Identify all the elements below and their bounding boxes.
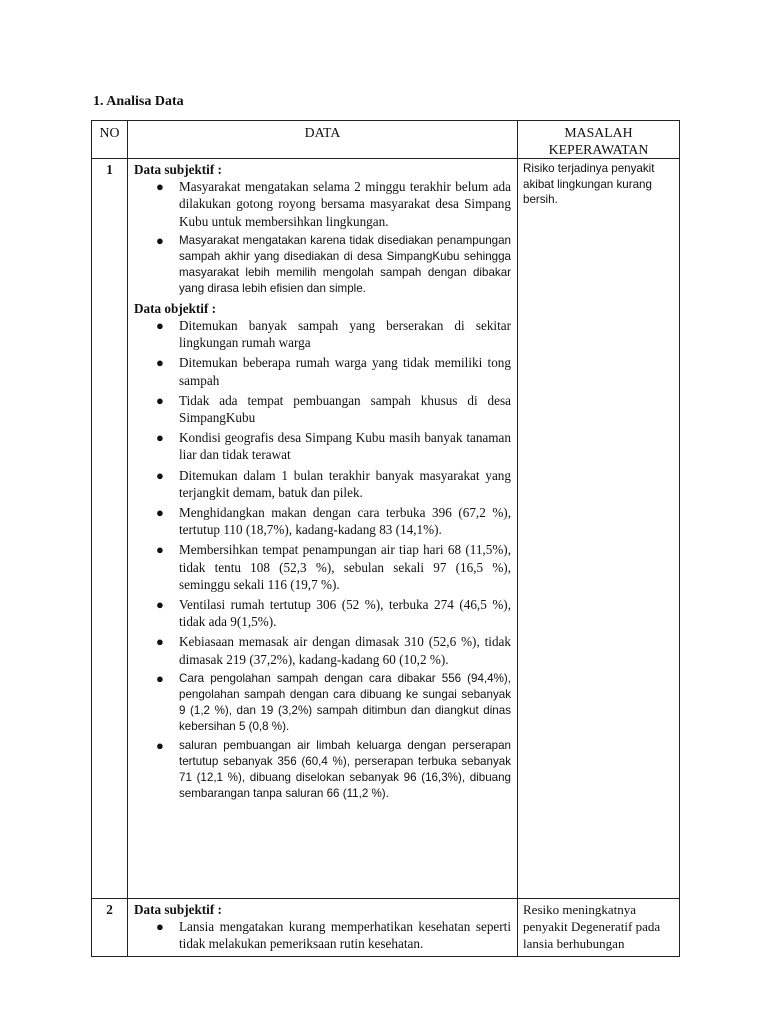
bullet-icon: ● <box>156 919 164 935</box>
list-item: ● Membersihkan tempat penampungan air tiap hari 68 (11,5%), tidak tentu 108 (52,3 %), sebulan sekali 97 (16,5 %), seminggu sekali 116 (19,7 %). <box>156 542 511 592</box>
subjektif-list <box>134 178 511 297</box>
bullet-icon: ● <box>156 542 164 558</box>
bullet-icon: ● <box>156 355 164 371</box>
header-data: DATA <box>128 121 518 159</box>
bullet-icon: ● <box>156 737 164 753</box>
list-item: ● Menghidangkan makan dengan cara terbuka 396 (67,2 %), tertutup 110 (18,7%), kadang-kadang 83 (14,1%). <box>156 505 511 538</box>
header-no: NO <box>92 121 128 159</box>
analisa-data-table <box>91 120 680 957</box>
objektif-list <box>134 317 511 802</box>
list-item: ● Ditemukan beberapa rumah warga yang tidak memiliki tong sampah <box>156 355 511 388</box>
bullet-icon: ● <box>156 670 164 686</box>
list-item: ● saluran pembuangan air limbah keluarga dengan perserapan tertutup sebanyak 356 (60,4 %), perserapan terbuka sebanyak 71 (12,1 %), dibuang diselokan sebanyak 96 (16,3%), dibuang sembarangan tanpa saluran 66 (11,2 %). <box>156 737 511 800</box>
list-item: ● Lansia mengatakan kurang memperhatikan kesehatan seperti tidak melakukan pemeriksaan rutin kesehatan. <box>156 919 511 952</box>
bullet-icon: ● <box>156 318 164 334</box>
list-item: ● Cara pengolahan sampah dengan cara dibakar 556 (94,4%), pengolahan sampah dengan cara dibuang ke sungai sebanyak 9 (1,2 %), dan 19 (3,2%) sampah ditimbun dan diangkut dinas kebersihan 5 (0,8 %). <box>156 670 511 733</box>
list-item: ● Ventilasi rumah tertutup 306 (52 %), terbuka 274 (46,5 %), tidak ada 9(1,5%). <box>156 597 511 630</box>
table-row <box>92 159 680 899</box>
table-row <box>92 899 680 957</box>
masalah-cell: Risiko terjadinya penyakit akibat lingkungan kurang bersih. <box>518 159 680 899</box>
row-number: 2 <box>92 899 128 957</box>
list-item: ● Ditemukan dalam 1 bulan terakhir banyak masyarakat yang terjangkit demam, batuk dan pilek. <box>156 467 511 500</box>
section-heading: 1. Analisa Data <box>93 94 184 109</box>
header-masalah: MASALAH KEPERAWATAN <box>518 121 680 159</box>
bullet-icon: ● <box>156 505 164 521</box>
list-item: ● Masyarakat mengatakan karena tidak disediakan penampungan sampah akhir yang disediakan di desa SimpangKubu sehingga masyarakat lebih memilih mengolah sampah dengan dibakar yang dirasa lebih efisien dan simple. <box>156 232 511 295</box>
bullet-icon: ● <box>156 430 164 446</box>
table-header-row <box>92 121 680 159</box>
bullet-icon: ● <box>156 634 164 650</box>
list-item: ● Ditemukan banyak sampah yang berserakan di sekitar lingkungan rumah warga <box>156 318 511 351</box>
list-item: ● Tidak ada tempat pembuangan sampah khusus di desa SimpangKubu <box>156 392 511 426</box>
list-item: ● Masyarakat mengatakan selama 2 minggu terakhir belum ada dilakukan gotong royong bersama masyarakat desa Simpang Kubu untuk membersihkan lingkungan. <box>156 179 511 229</box>
masalah-cell: Resiko meningkatnya penyakit Degeneratif pada lansia berhubungan <box>518 899 680 957</box>
subjektif-label: Data subjektif : <box>134 902 222 917</box>
data-cell <box>128 159 518 899</box>
bullet-icon: ● <box>156 179 164 195</box>
bullet-icon: ● <box>156 597 164 613</box>
list-item: ● Kondisi geografis desa Simpang Kubu masih banyak tanaman liar dan tidak terawat <box>156 430 511 463</box>
list-item: ● Kebiasaan memasak air dengan dimasak 310 (52,6 %), tidak dimasak 219 (37,2%), kadang-kadang 60 (10,2 %). <box>156 634 511 667</box>
bullet-icon: ● <box>156 232 164 248</box>
bullet-icon: ● <box>156 467 164 483</box>
row-number: 1 <box>92 159 128 899</box>
bullet-icon: ● <box>156 392 164 408</box>
subjektif-label: Data subjektif : <box>134 162 222 177</box>
subjektif-list <box>134 918 511 952</box>
objektif-label: Data objektif : <box>134 300 217 316</box>
data-cell <box>128 899 518 957</box>
